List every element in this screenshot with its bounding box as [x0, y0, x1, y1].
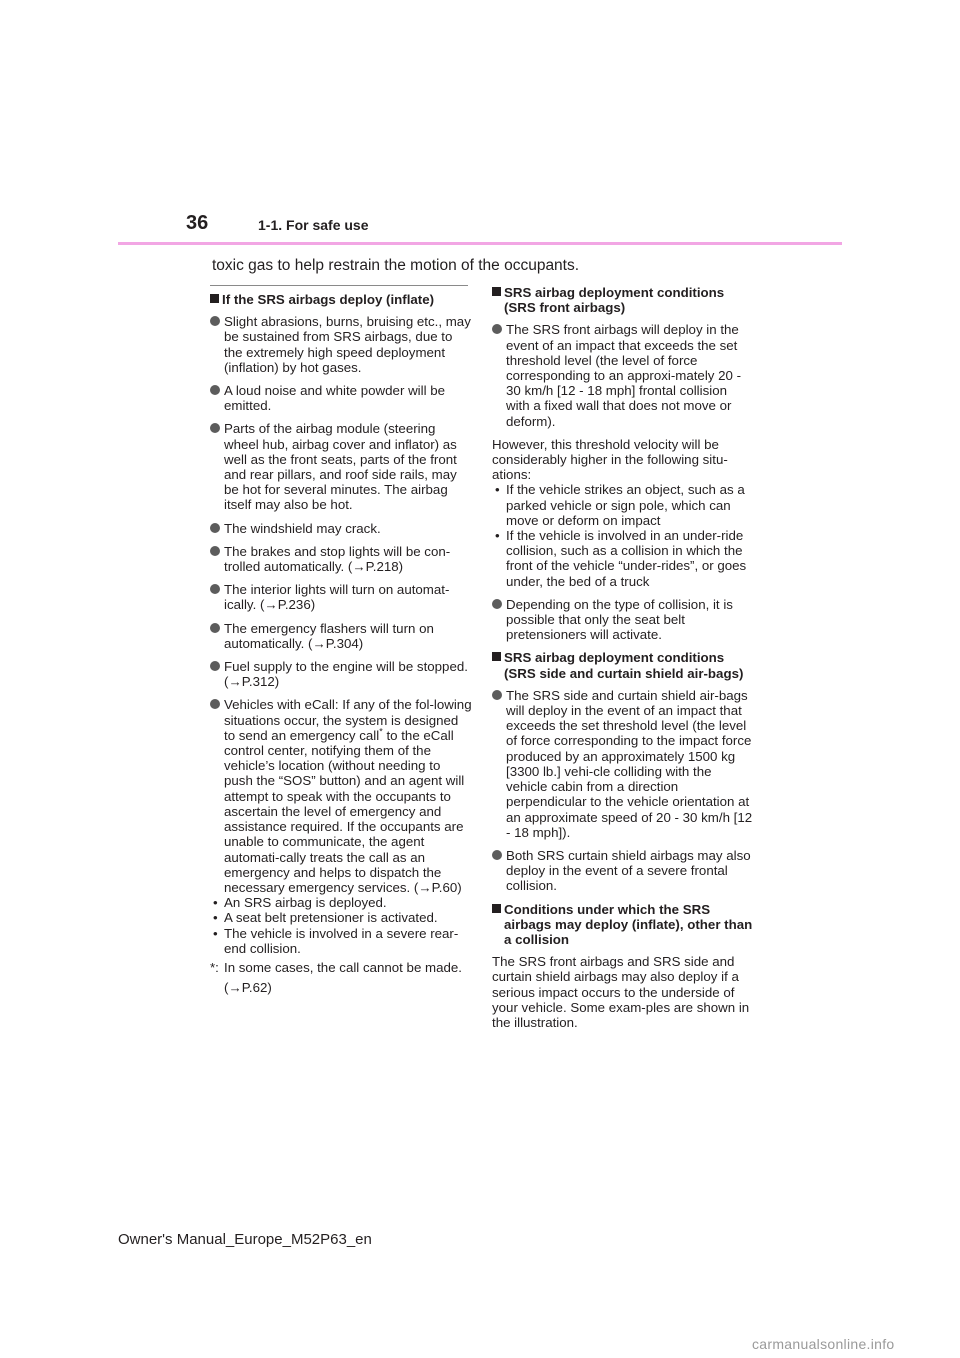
- list-item-text: Depending on the type of collision, it is possible that only the seat belt pretensioners will activate.: [506, 596, 733, 643]
- page-reference-link[interactable]: →P.236): [264, 597, 316, 613]
- list-item: [210, 421, 472, 512]
- page-reference-link[interactable]: →P.218): [352, 559, 404, 575]
- list-item: [210, 544, 472, 574]
- list-item-text: Both SRS curtain shield airbags may also deploy in the event of a severe frontal collision.: [506, 847, 751, 894]
- list-item-text: The emergency flashers will turn on automatically. (: [224, 620, 434, 651]
- sub-list-item: [210, 910, 472, 925]
- round-bullet-icon: [492, 599, 502, 609]
- sub-list-item: [210, 895, 472, 910]
- page-reference-link[interactable]: →P.60): [418, 879, 462, 895]
- page-reference-link[interactable]: →P.312): [228, 674, 280, 690]
- sub-bullet-marker: •: [213, 895, 218, 911]
- sub-list-item: [210, 926, 472, 956]
- list-item: [210, 621, 472, 651]
- square-bullet-icon: [492, 904, 501, 913]
- list-item: [492, 688, 754, 840]
- round-bullet-icon: [492, 324, 502, 334]
- round-bullet-icon: [210, 623, 220, 633]
- sub-list-item-text: If the vehicle strikes an object, such as a parked vehicle or sign pole, which can move or deform on impact: [506, 482, 745, 528]
- paragraph: The SRS front airbags and SRS side and curtain shield airbags may also deploy if a serious impact occurs to the underside of your vehicle. Some exam-ples are shown in the illustration.: [492, 954, 750, 1030]
- sub-list-item-text: If the vehicle is involved in an under-ride collision, such as a collision in which the front of the vehicle “under-rides”, or goes under, the bed of a truck: [506, 528, 747, 589]
- round-bullet-icon: [210, 423, 220, 433]
- heading-label: SRS airbag deployment conditions (SRS front airbags): [504, 285, 725, 316]
- list-item-text: The windshield may crack.: [224, 520, 381, 536]
- watermark: carmanualsonline.info: [752, 1336, 895, 1352]
- heading-divider: [210, 285, 468, 286]
- list-item-text: A loud noise and white powder will be emitted.: [224, 383, 446, 414]
- heading-label: If the SRS airbags deploy (inflate): [222, 292, 435, 307]
- right-column: [492, 285, 754, 1038]
- section-heading: [492, 650, 754, 680]
- list-item-text: The brakes and stop lights will be con-trolled automatically. (: [224, 543, 451, 575]
- paragraph: However, this threshold velocity will be considerably higher in the following situ-ations:: [492, 436, 728, 483]
- sub-list-item: [492, 482, 754, 528]
- sub-list-item-text: The vehicle is involved in a severe rear-end collision.: [224, 925, 459, 956]
- list-item: [492, 322, 754, 428]
- left-column: [210, 285, 472, 998]
- section-heading: [210, 292, 472, 307]
- round-bullet-icon: [492, 690, 502, 700]
- header-rule: [118, 242, 842, 245]
- list-item-text: Slight abrasions, burns, bruising etc., may be sustained from SRS airbags, due to the extremely high speed deployment (inflation) by hot gases.: [224, 314, 471, 375]
- section-title: 1-1. For safe use: [258, 217, 369, 233]
- list-item-text: Vehicles with eCall: If any of the fol-lowing situations occur, the system is designed to send an emergency call: [224, 697, 472, 743]
- list-item-text: The interior lights will turn on automat-ically. (: [224, 582, 450, 613]
- list-item: [210, 383, 472, 413]
- round-bullet-icon: [210, 661, 220, 671]
- round-bullet-icon: [210, 584, 220, 594]
- list-item: [492, 597, 754, 643]
- sub-list-item-text: A seat belt pretensioner is activated.: [224, 910, 438, 926]
- list-item-text: to the eCall control center, notifying them of the vehicle’s location (without needing to push the “SOS” button) and an agent will attempt to speak with the occupants to ascertain the level of emergency and assistance required. If the occupants are unable to communicate, the agent automati-cally treats the call as an emergency and helps to dispatch the necessary emergency services. (: [224, 727, 465, 895]
- footer-text: Owner's Manual_Europe_M52P63_en: [118, 1231, 372, 1248]
- intro-text: toxic gas to help restrain the motion of the occupants.: [212, 257, 580, 274]
- round-bullet-icon: [210, 699, 220, 709]
- sub-bullet-marker: •: [495, 482, 500, 498]
- round-bullet-icon: [210, 523, 220, 533]
- list-item: [210, 582, 472, 612]
- list-item-text: The SRS side and curtain shield air-bags will deploy in the event of an impact that exceeds the set threshold level (the level of force corresponding to the impact force produced by an approximately 1500 kg [3300 lb.] vehi-cle colliding with the vehicle cabin from a direction perpendicular to the vehicle orientation at an approximate speed of 20 - 30 km/h [12 - 18 mph]).: [506, 687, 753, 840]
- section-heading: [492, 902, 754, 948]
- round-bullet-icon: [210, 385, 220, 395]
- heading-label: SRS airbag deployment conditions (SRS side and curtain shield air-bags): [504, 650, 744, 681]
- footnote-marker: *: [379, 726, 383, 737]
- sub-bullet-marker: •: [213, 925, 218, 941]
- square-bullet-icon: [210, 294, 219, 303]
- list-item-text: The SRS front airbags will deploy in the event of an impact that exceeds the set threshold level (the level of force corresponding to an approxi-mately 20 - 30 km/h [12 - 18 mph] frontal collision with a fixed wall that does not move or deform).: [506, 322, 742, 429]
- list-item-text: Fuel supply to the engine will be stopped. (: [224, 659, 468, 690]
- section-heading: [492, 285, 754, 315]
- list-item: [210, 521, 472, 536]
- sub-bullet-marker: •: [213, 910, 218, 926]
- list-item: [210, 314, 472, 375]
- footnote-marker: *:: [210, 959, 219, 975]
- heading-label: Conditions under which the SRS airbags may deploy (inflate), other than a collision: [504, 901, 753, 947]
- list-item-text: Parts of the airbag module (steering wheel hub, airbag cover and inflator) as well as the front seats, parts of the front and rear pillars, and roof side rails, may be hot for several minutes. The airbag itself may also be hot.: [224, 421, 457, 513]
- footnote-text: In some cases, the call cannot be made. (: [224, 959, 463, 995]
- sub-bullet-marker: •: [495, 528, 500, 544]
- sub-list-item: [492, 528, 754, 589]
- page-reference-link[interactable]: →P.62): [228, 979, 272, 995]
- square-bullet-icon: [492, 652, 501, 661]
- page-reference-link[interactable]: →P.304): [312, 635, 364, 651]
- round-bullet-icon: [492, 850, 502, 860]
- round-bullet-icon: [210, 316, 220, 326]
- list-item: [210, 659, 472, 689]
- square-bullet-icon: [492, 287, 501, 296]
- list-item: [492, 848, 754, 894]
- page-number: 36: [186, 212, 209, 234]
- sub-list-item-text: An SRS airbag is deployed.: [224, 895, 387, 911]
- list-item: [210, 697, 472, 895]
- footnote: [210, 958, 472, 998]
- round-bullet-icon: [210, 546, 220, 556]
